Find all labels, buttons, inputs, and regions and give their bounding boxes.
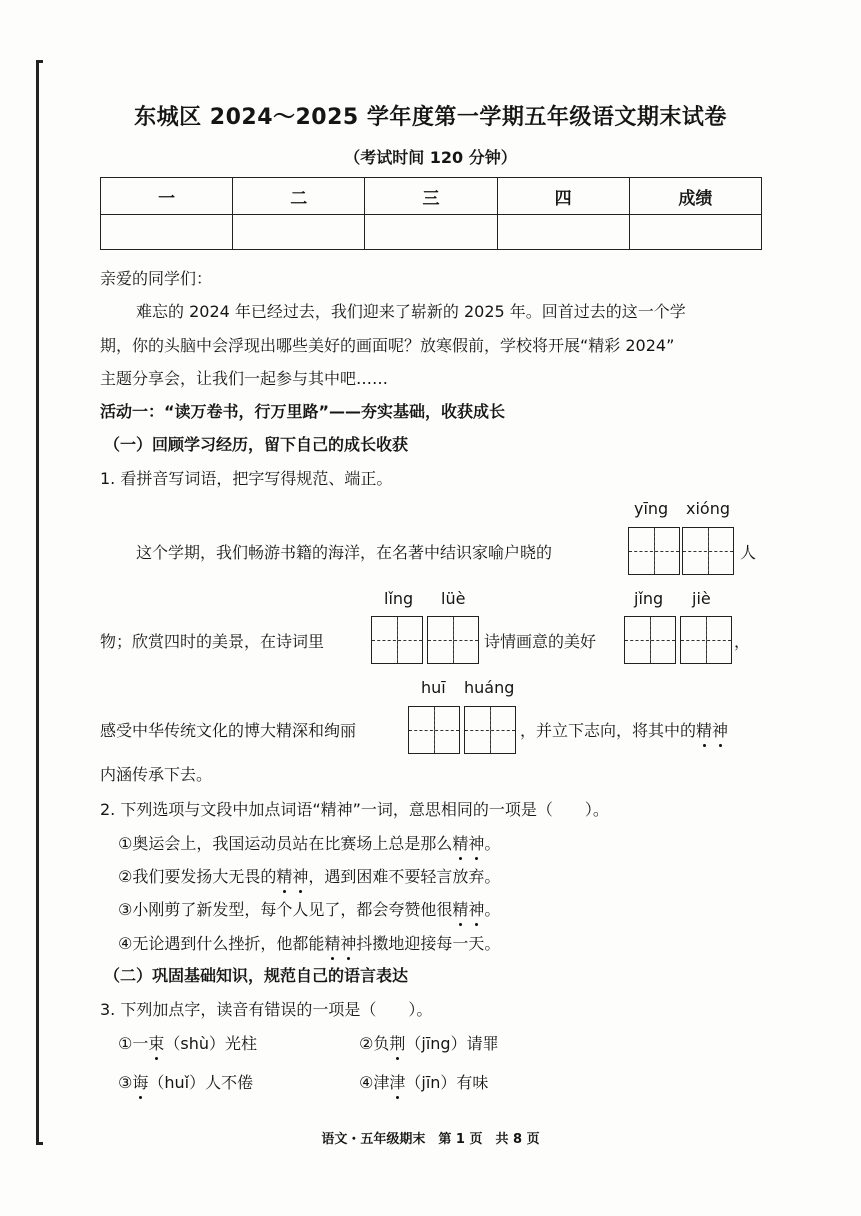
pinyin-hui: huī — [421, 678, 446, 697]
binding-bracket — [36, 60, 43, 1145]
answer-box-ling[interactable] — [371, 616, 423, 664]
q1-line-1-end: 人 — [740, 543, 757, 562]
q2-option-2-text-after: ，遇到困难不要轻言放弃。 — [308, 867, 501, 886]
q1-line-3-end — [520, 718, 728, 741]
dotted-word-jingshen — [696, 721, 728, 740]
pinyin-lue: lüè — [441, 589, 466, 608]
answer-box-ying[interactable] — [628, 527, 680, 575]
score-cell-1[interactable] — [101, 215, 233, 250]
q3-option-1-text-after: （shù）光柱 — [164, 1034, 257, 1053]
q2-option-3-text-before: ③小刚剪了新发型，每个人见了，都会夸赞他很 — [118, 900, 453, 919]
answer-box-lue[interactable] — [427, 616, 479, 664]
q1-line-2: 物；欣赏四时的美景，在诗词里 — [100, 632, 325, 651]
q2-option-4[interactable] — [118, 931, 500, 954]
score-header-2: 二 — [233, 178, 365, 215]
q2-option-2-text-before: ②我们要发扬大无畏的 — [118, 867, 277, 886]
q2-option-4-text-before: ④无论遇到什么挫折，他都能 — [118, 934, 325, 953]
question-3-stem: 3. 下列加点字，读音有错误的一项是（ ）。 — [100, 1000, 433, 1019]
score-header-total: 成绩 — [629, 178, 761, 215]
answer-box-hui[interactable] — [408, 706, 460, 754]
score-cell-2[interactable] — [233, 215, 365, 250]
q3-option-2[interactable] — [359, 1031, 499, 1054]
activity-heading: 活动一：“读万卷书，行万里路”——夯实基础，收获成长 — [100, 402, 506, 421]
q1-line-2-end: ， — [734, 632, 751, 651]
score-header-3: 三 — [365, 178, 497, 215]
q3-option-2-text-before: ②负 — [359, 1034, 390, 1053]
question-1-stem: 1. 看拼音写词语，把字写得规范、端正。 — [100, 469, 393, 488]
exam-title: 东城区 2024～2025 学年度第一学期五年级语文期末试卷 — [134, 105, 727, 130]
q2-option-3-dotted-char: 精 — [452, 897, 468, 920]
q2-option-2-dotted-char: 精 — [276, 864, 292, 887]
score-cell-4[interactable] — [497, 215, 629, 250]
q2-option-2-dotted-char: 神 — [292, 864, 308, 887]
q2-option-4-text-after: 抖擞地迎接每一天。 — [356, 934, 501, 953]
q2-option-3[interactable] — [118, 897, 500, 920]
q3-option-4-text-before: ④津 — [359, 1073, 390, 1092]
dotted-word-jingshen-dotted-char: 精 — [696, 718, 712, 741]
pinyin-xiong: xióng — [686, 499, 730, 518]
q3-option-1[interactable] — [118, 1031, 257, 1054]
q1-line-4: 内涵传承下去。 — [100, 765, 213, 784]
q3-option-3[interactable] — [118, 1070, 253, 1093]
page-footer: 语文・五年级期末 第 1 页 共 8 页 — [321, 1132, 540, 1147]
q3-option-1-text-before: ①一 — [118, 1034, 149, 1053]
answer-box-huang[interactable] — [464, 706, 516, 754]
score-table — [100, 177, 762, 250]
q3-option-2-dotted-char: 荆 — [389, 1031, 405, 1054]
score-header-1: 一 — [101, 178, 233, 215]
exam-duration: （考试时间 120 分钟） — [344, 148, 517, 167]
q3-option-4-text-after: （jīn）有味 — [405, 1073, 489, 1092]
answer-box-xiong[interactable] — [682, 527, 734, 575]
intro-line-2: 期，你的头脑中会浮现出哪些美好的画面呢？放寒假前，学校将开展“精彩 2024” — [100, 336, 675, 355]
q2-option-3-dotted-char: 神 — [468, 897, 484, 920]
q2-option-1-text-before: ①奥运会上，我国运动员站在比赛场上总是那么 — [118, 834, 453, 853]
q2-option-1[interactable] — [118, 831, 500, 854]
q1-line-2-mid: 诗情画意的美好 — [484, 632, 597, 651]
pinyin-jie: jiè — [692, 589, 711, 608]
q3-option-3-dotted-char: 诲 — [132, 1070, 148, 1093]
q1-line-1: 这个学期，我们畅游书籍的海洋，在名著中结识家喻户晓的 — [136, 543, 553, 562]
intro-line-1: 难忘的 2024 年已经过去，我们迎来了崭新的 2025 年。回首过去的这一个学 — [136, 302, 686, 321]
intro-line-3: 主题分享会，让我们一起参与其中吧…… — [100, 369, 389, 388]
greeting: 亲爱的同学们： — [100, 269, 213, 288]
q2-option-2[interactable] — [118, 864, 500, 887]
q1-line-3-after: ，并立下志向，将其中的 — [520, 721, 697, 740]
section-heading-1: （一）回顾学习经历，留下自己的成长收获 — [104, 435, 409, 454]
q3-option-4-dotted-char: 津 — [389, 1070, 405, 1093]
section-heading-2: （二）巩固基础知识，规范自己的语言表达 — [104, 966, 409, 985]
dotted-word-jingshen-dotted-char: 神 — [712, 718, 728, 741]
q3-option-1-dotted-char: 束 — [148, 1031, 164, 1054]
q2-option-4-dotted-char: 精 — [324, 931, 340, 954]
q1-line-3: 感受中华传统文化的博大精深和绚丽 — [100, 721, 357, 740]
q2-option-4-dotted-char: 神 — [340, 931, 356, 954]
score-cell-3[interactable] — [365, 215, 497, 250]
q3-option-2-text-after: （jīng）请罪 — [405, 1034, 499, 1053]
pinyin-huang: huáng — [464, 678, 515, 697]
question-2-stem: 2. 下列选项与文段中加点词语“精神”一词，意思相同的一项是（ ）。 — [100, 800, 609, 819]
q3-option-4[interactable] — [359, 1070, 488, 1093]
score-cell-total[interactable] — [629, 215, 761, 250]
q2-option-1-dotted-char: 神 — [468, 831, 484, 854]
q2-option-3-text-after: 。 — [484, 900, 501, 919]
answer-box-jing[interactable] — [624, 616, 676, 664]
q3-option-3-text-after: （huǐ）人不倦 — [148, 1073, 254, 1092]
q2-option-1-dotted-char: 精 — [452, 831, 468, 854]
pinyin-jing: jǐng — [634, 589, 664, 608]
q3-option-3-text-before: ③ — [118, 1073, 133, 1092]
pinyin-ling: lǐng — [384, 589, 414, 608]
score-header-4: 四 — [497, 178, 629, 215]
q2-option-1-text-after: 。 — [484, 834, 501, 853]
answer-box-jie[interactable] — [680, 616, 732, 664]
pinyin-ying: yīng — [634, 499, 669, 518]
